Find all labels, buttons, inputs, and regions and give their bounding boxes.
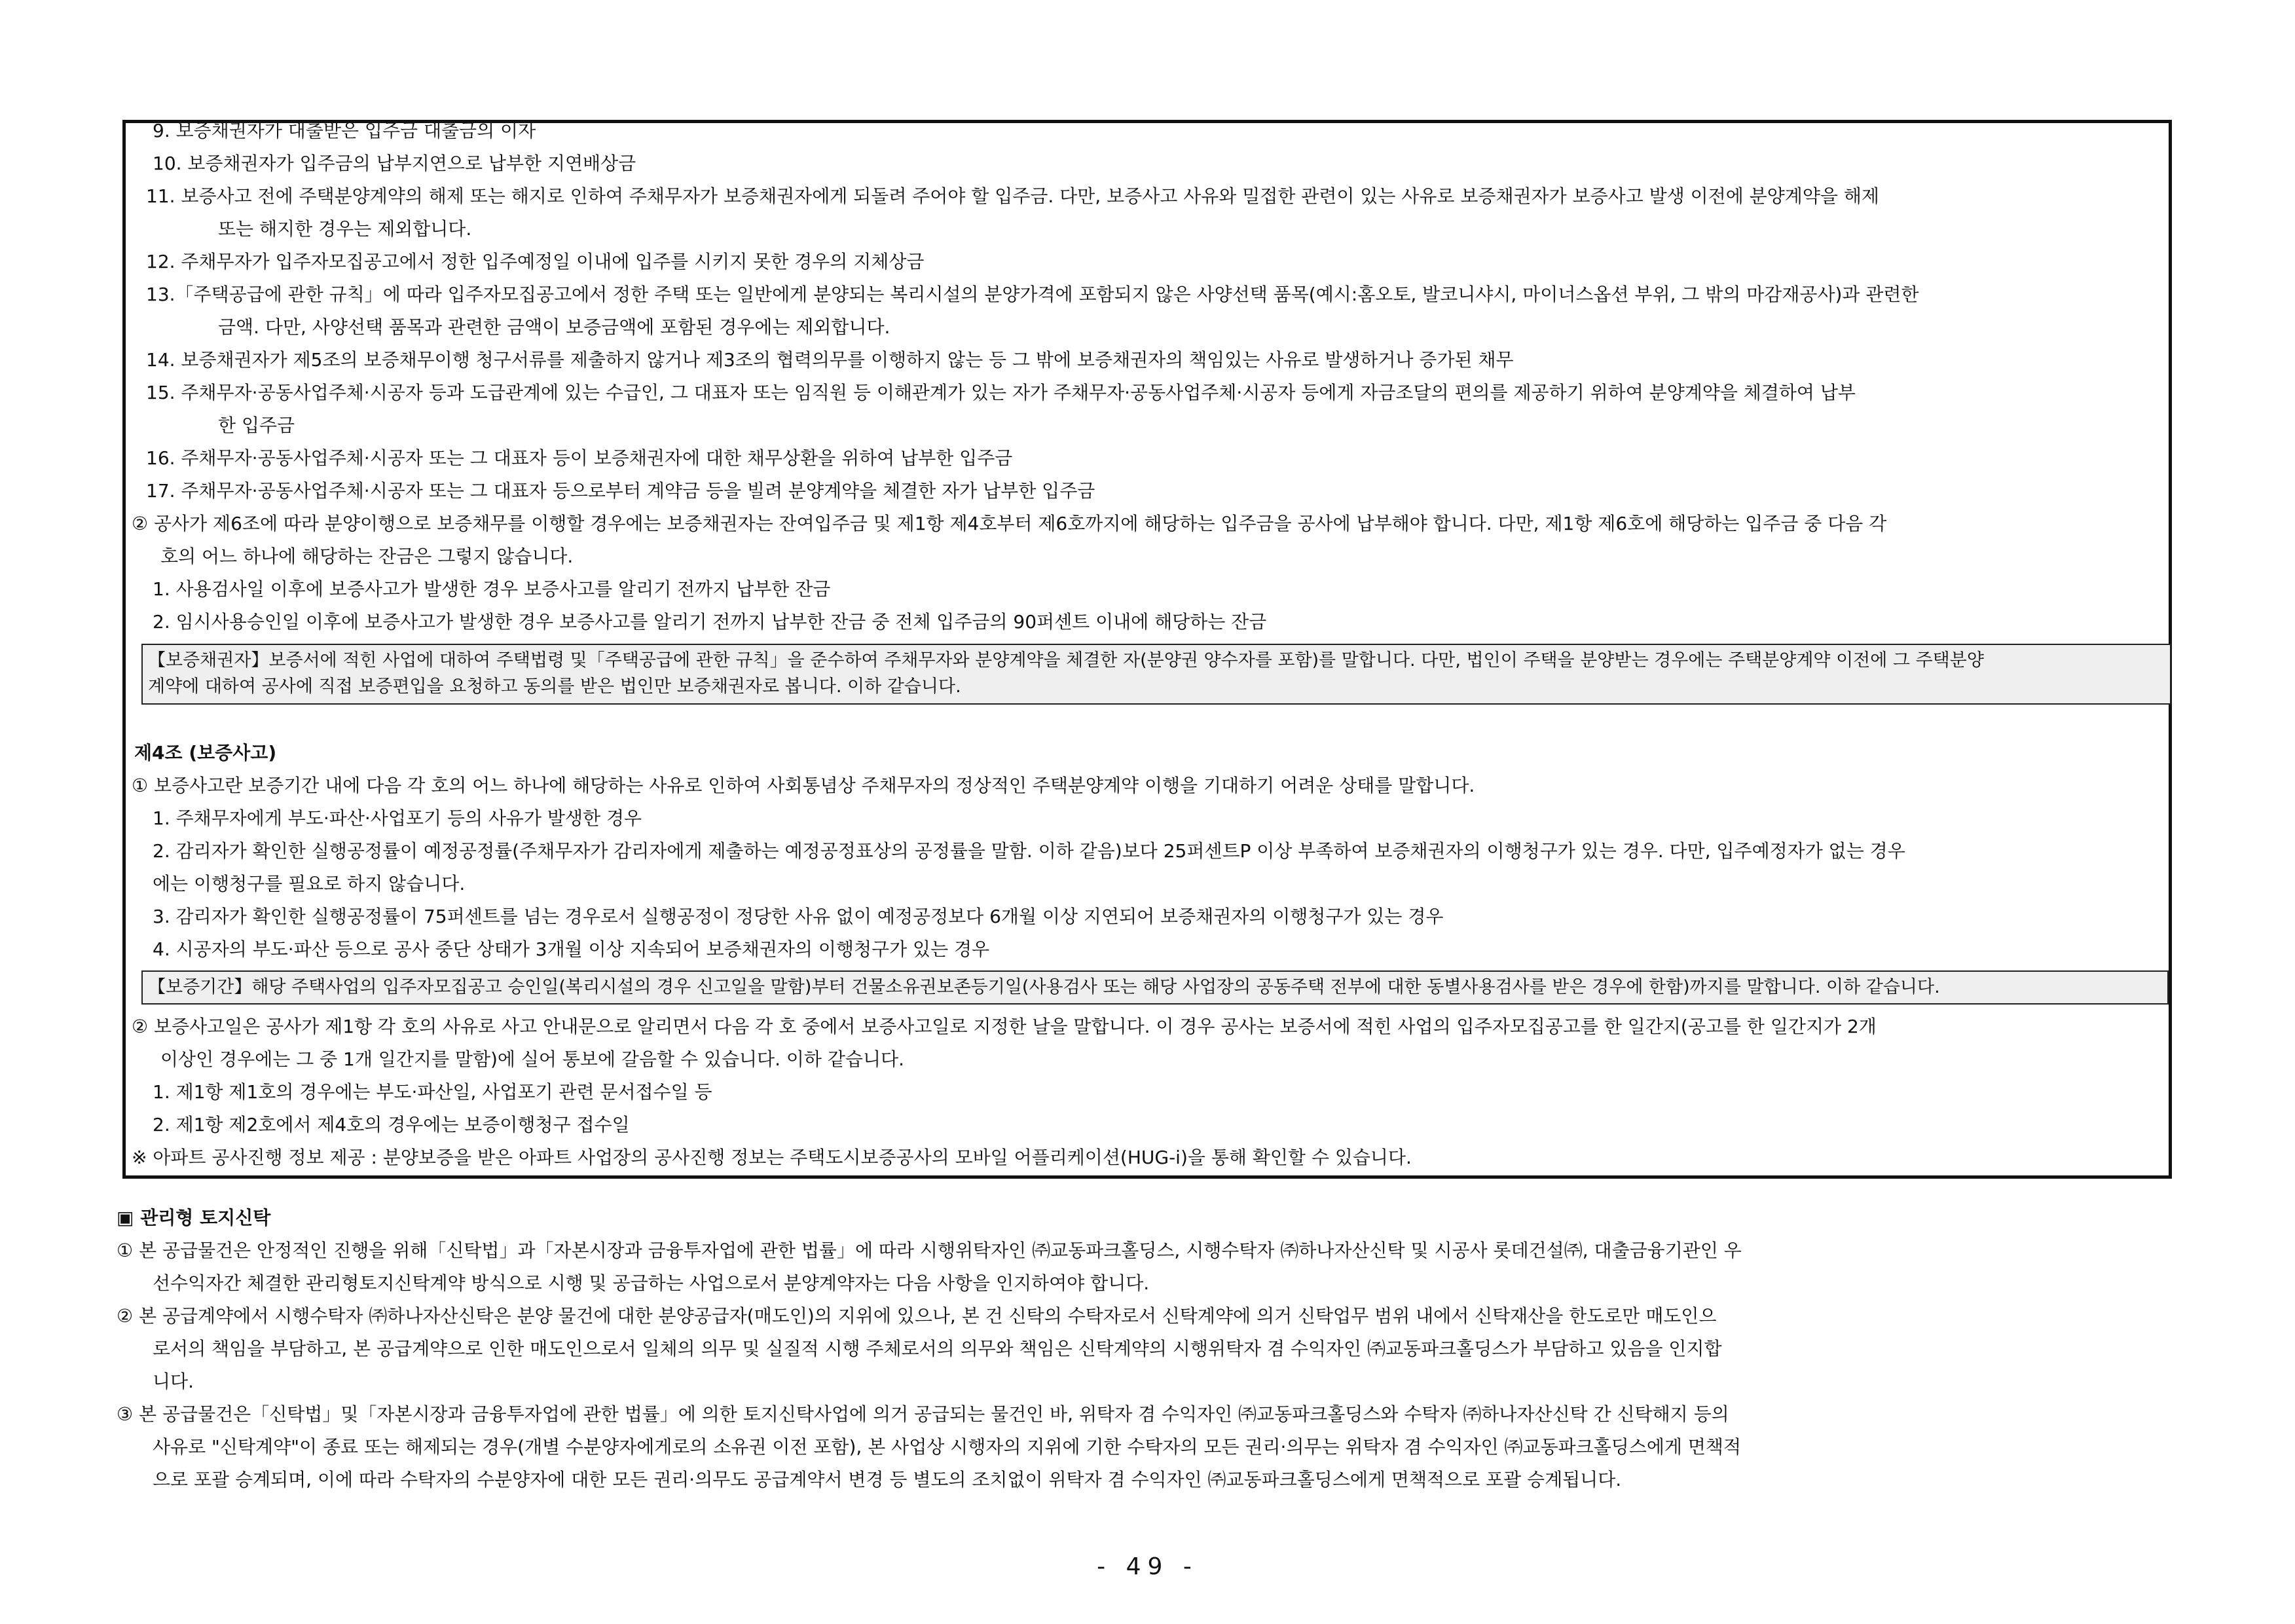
- list-item-continuation: 금액. 다만, 사양선택 품목과 관련한 금액이 보증금액에 포함된 경우에는 제외합니다.: [218, 316, 890, 338]
- list-item: 16. 주채무자·공동사업주체·시공자 또는 그 대표자 등이 보증채권자에 대한 채무상환을 위하여 납부한 입주금: [146, 447, 1013, 469]
- trust-paragraph-continuation: 로서의 책임을 부담하고, 본 공급계약으로 인한 매도인으로서 일체의 의무 및 실질적 시행 주체로서의 의무와 책임은 신탁계약의 시행위탁자 겸 수익자인 ㈜교동파크홀딩스가 부담하고 있음을 인지합: [153, 1338, 1722, 1359]
- clause-paragraph: ② 공사가 제6조에 따라 분양이행으로 보증채무를 이행할 경우에는 보증채권자는 잔여입주금 및 제1항 제4호부터 제6호까지에 해당하는 입주금을 공사에 납부해야 합니다. 다만, 제1항 제6호에 해당하는 입주금 중 다음 각: [132, 513, 1887, 534]
- page-number: - 49 -: [1097, 1553, 1198, 1580]
- trust-paragraph-continuation: 사유로 "신탁계약"이 종료 또는 해제되는 경우(개별 수분양자에게로의 소유권 이전 포함), 본 사업상 시행자의 지위에 기한 수탁자의 모든 권리·의무는 위탁자 겸 수익자인 ㈜교동파크홀딩스에게 면책적: [153, 1436, 1742, 1458]
- trust-paragraph: ① 본 공급물건은 안정적인 진행을 위해「신탁법」과「자본시장과 금융투자업에 관한 법률」에 따라 시행위탁자인 ㈜교동파크홀딩스, 시행수탁자 ㈜하나자산신탁 및 시공사 롯데건설㈜, 대출금융기관인 우: [117, 1240, 1742, 1261]
- note-line: 【보증채권자】보증서에 적힌 사업에 대하여 주택법령 및「주택공급에 관한 규칙」을 준수하여 주채무자와 분양계약을 체결한 자(분양권 양수자를 포함)를 말합니다. 다만, 법인이 주택을 분양받는 경우에는 주택분양계약 이전에 그 주택분양: [148, 650, 1984, 671]
- list-item: 13.「주택공급에 관한 규칙」에 따라 입주자모집공고에서 정한 주택 또는 일반에게 분양되는 복리시설의 분양가격에 포함되지 않은 사양선택 품목(예시:홈오토, 발코니샤시, 마이너스옵션 부위, 그 밖의 마감재공사)과 관련한: [146, 284, 1919, 305]
- list-item: 4. 시공자의 부도·파산 등으로 공사 중단 상태가 3개월 이상 지속되어 보증채권자의 이행청구가 있는 경우: [153, 938, 990, 960]
- list-item: 2. 제1항 제2호에서 제4호의 경우에는 보증이행청구 접수일: [153, 1114, 630, 1135]
- definition-note-guarantee-creditor: [141, 644, 2171, 705]
- trust-paragraph: ③ 본 공급물건은「신탁법」및「자본시장과 금융투자업에 관한 법률」에 의한 토지신탁사업에 의거 공급되는 물건인 바, 위탁자 겸 수익자인 ㈜교동파크홀딩스와 수탁자 ㈜하나자산신탁 간 신탁해지 등의: [117, 1403, 1729, 1425]
- list-item: 10. 보증채권자가 입주금의 납부지연으로 납부한 지연배상금: [153, 153, 636, 174]
- definition-note-guarantee-period: [141, 970, 2169, 1005]
- list-item: 9. 보증채권자가 대출받은 입주금 대출금의 이자: [153, 120, 536, 141]
- trust-paragraph: ② 본 공급계약에서 시행수탁자 ㈜하나자산신탁은 분양 물건에 대한 분양공급자(매도인)의 지위에 있으나, 본 건 신탁의 수탁자로서 신탁계약에 의거 신탁업무 범위 내에서 신탁재산을 한도로만 매도인으: [117, 1305, 1717, 1327]
- section-title: ▣ 관리형 토지신탁: [117, 1207, 271, 1228]
- clause-paragraph-continuation: 호의 어느 하나에 해당하는 잔금은 그렇지 않습니다.: [160, 545, 574, 567]
- list-item: 1. 사용검사일 이후에 보증사고가 발생한 경우 보증사고를 알리기 전까지 납부한 잔금: [153, 578, 831, 600]
- list-item: 1. 주채무자에게 부도·파산·사업포기 등의 사유가 발생한 경우: [153, 807, 642, 829]
- list-item: 17. 주채무자·공동사업주체·시공자 또는 그 대표자 등으로부터 계약금 등을 빌려 분양계약을 체결한 자가 납부한 입주금: [146, 480, 1095, 502]
- list-item: 3. 감리자가 확인한 실행공정률이 75퍼센트를 넘는 경우로서 실행공정이 정당한 사유 없이 예정공정보다 6개월 이상 지연되어 보증채권자의 이행청구가 있는 경우: [153, 906, 1444, 927]
- clause-paragraph: ② 보증사고일은 공사가 제1항 각 호의 사유로 사고 안내문으로 알리면서 다음 각 호 중에서 보증사고일로 지정한 날을 말합니다. 이 경우 공사는 보증서에 적힌 사업의 입주자모집공고를 한 일간지(공고를 한 일간지가 2개: [132, 1016, 1877, 1037]
- list-item: 1. 제1항 제1호의 경우에는 부도·파산일, 사업포기 관련 문서접수일 등: [153, 1081, 712, 1103]
- clause-paragraph-continuation: 이상인 경우에는 그 중 1개 일간지를 말함)에 실어 통보에 갈음할 수 있습니다. 이하 같습니다.: [160, 1048, 904, 1070]
- trust-paragraph-continuation: 선수익자간 체결한 관리형토지신탁계약 방식으로 시행 및 공급하는 사업으로서 분양계약자는 다음 사항을 인지하여야 합니다.: [153, 1272, 1150, 1294]
- list-item: 15. 주채무자·공동사업주체·시공자 등과 도급관계에 있는 수급인, 그 대표자 또는 임직원 등 이해관계가 있는 자가 주채무자·공동사업주체·시공자 등에게 자금조달의 편의를 제공하기 위하여 분양계약을 체결하여 납부: [146, 382, 1856, 403]
- list-item: 11. 보증사고 전에 주택분양계약의 해제 또는 해지로 인하여 주채무자가 보증채권자에게 되돌려 주어야 할 입주금. 다만, 보증사고 사유와 밀접한 관련이 있는 사유로 보증채권자가 보증사고 발생 이전에 분양계약을 해제: [146, 185, 1879, 207]
- info-note: ※ 아파트 공사진행 정보 제공 : 분양보증을 받은 아파트 사업장의 공사진행 정보는 주택도시보증공사의 모바일 어플리케이션(HUG-i)을 통해 확인할 수 있습니다.: [132, 1147, 1412, 1168]
- article-title: 제4조 (보증사고): [134, 742, 277, 764]
- list-item: 14. 보증채권자가 제5조의 보증채무이행 청구서류를 제출하지 않거나 제3조의 협력의무를 이행하지 않는 등 그 밖에 보증채권자의 책임있는 사유로 발생하거나 증가된 채무: [146, 349, 1514, 371]
- note-line: 계약에 대하여 공사에 직접 보증편입을 요청하고 동의를 받은 법인만 보증채권자로 봅니다. 이하 같습니다.: [148, 676, 961, 697]
- list-item: 12. 주채무자가 입주자모집공고에서 정한 입주예정일 이내에 입주를 시키지 못한 경우의 지체상금: [146, 251, 925, 272]
- trust-paragraph-continuation: 으로 포괄 승계되며, 이에 따라 수탁자의 수분양자에 대한 모든 권리·의무도 공급계약서 변경 등 별도의 조치없이 위탁자 겸 수익자인 ㈜교동파크홀딩스에게 면책적으로 포괄 승계됩니다.: [153, 1469, 1622, 1490]
- trust-paragraph-continuation: 니다.: [153, 1371, 194, 1392]
- list-item-continuation: 에는 이행청구를 필요로 하지 않습니다.: [153, 873, 466, 895]
- list-item: 2. 감리자가 확인한 실행공정률이 예정공정률(주채무자가 감리자에게 제출하는 예정공정표상의 공정률을 말함. 이하 같음)보다 25퍼센트P 이상 부족하여 보증채권자의 이행청구가 있는 경우. 다만, 입주예정자가 없는 경우: [153, 840, 1905, 862]
- note-line: 【보증기간】해당 주택사업의 입주자모집공고 승인일(복리시설의 경우 신고일을 말함)부터 건물소유권보존등기일(사용검사 또는 해당 사업장의 공동주택 전부에 대한 동별사용검사를 받은 경우에 한함)까지를 말합니다. 이하 같습니다.: [148, 977, 1940, 997]
- list-item-continuation: 또는 해지한 경우는 제외합니다.: [218, 218, 472, 240]
- list-item-continuation: 한 입주금: [218, 415, 295, 436]
- clause-paragraph: ① 보증사고란 보증기간 내에 다음 각 호의 어느 하나에 해당하는 사유로 인하여 사회통념상 주채무자의 정상적인 주택분양계약 이행을 기대하기 어려운 상태를 말합니다.: [132, 775, 1475, 796]
- list-item: 2. 임시사용승인일 이후에 보증사고가 발생한 경우 보증사고를 알리기 전까지 납부한 잔금 중 전체 입주금의 90퍼센트 이내에 해당하는 잔금: [153, 611, 1267, 633]
